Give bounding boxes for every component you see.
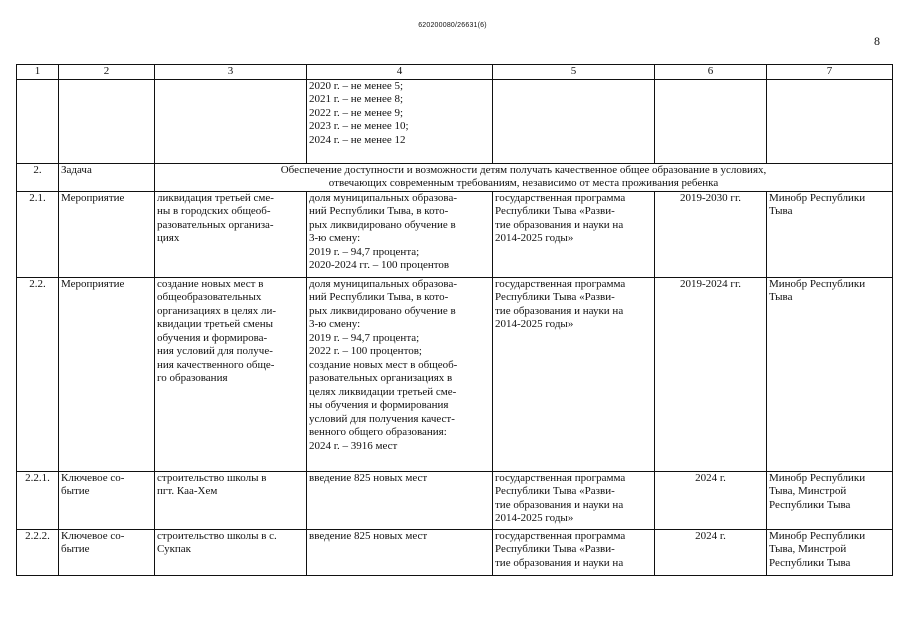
- task-description: [155, 163, 893, 191]
- cell-line: доля муниципальных образова-: [309, 191, 458, 204]
- cell-line: Минобр Республики: [769, 191, 866, 204]
- responsible: [767, 277, 893, 471]
- row-kind: [59, 277, 155, 471]
- cell-line: Республики Тыва «Разви-: [495, 291, 615, 303]
- cell-line: Республики Тыва «Разви-: [495, 205, 615, 217]
- cell-line: Тыва: [769, 205, 793, 217]
- column-number: 7: [767, 65, 893, 80]
- table-row: [17, 277, 893, 471]
- row-number: 2.2.: [17, 277, 59, 471]
- column-number: 6: [655, 65, 767, 80]
- activity-name: [155, 529, 307, 575]
- cell-line: го образования: [157, 372, 228, 384]
- cell-line: государственная программа: [495, 191, 626, 204]
- cell-line: ны в городских общеоб-: [157, 205, 271, 217]
- cell-line: ликвидация третьей сме-: [157, 191, 274, 204]
- cell-line: доля муниципальных образова-: [309, 277, 458, 290]
- page-number: 8: [874, 34, 880, 48]
- column-number: 2: [59, 65, 155, 80]
- cell-line: тие образования и науки на: [495, 556, 624, 569]
- cell-line: 2024 г. – 3916 мест: [309, 439, 398, 452]
- cell-line: 2014-2025 годы»: [495, 232, 574, 244]
- cell-line: государственная программа: [495, 529, 626, 542]
- row-number: 2.2.1.: [17, 471, 59, 529]
- cell-line: ны обучения и формирования: [309, 399, 449, 411]
- program: [493, 277, 655, 471]
- cell-line: строительство школы в с.: [157, 529, 277, 542]
- cell-line: государственная программа: [495, 471, 626, 484]
- cell-line: ния качественного обще-: [157, 358, 275, 371]
- cell-line: ний Республики Тыва, в кото-: [309, 291, 449, 303]
- cell-empty: [17, 79, 59, 163]
- cell-line: Республики Тыва: [769, 556, 851, 569]
- cell-line: целях ликвидации третьей сме-: [309, 385, 457, 398]
- activity-name: [155, 191, 307, 277]
- cell-line: 2023 г. – не менее 10;: [309, 120, 409, 132]
- column-number: 5: [493, 65, 655, 80]
- cell-line: обучения и формирова-: [157, 331, 268, 344]
- cell-empty: [155, 79, 307, 163]
- row-kind: [59, 529, 155, 575]
- cell-line: создание новых мест в: [157, 277, 264, 290]
- task-number: 2.: [17, 163, 59, 191]
- cell-line: Тыва: [769, 291, 793, 303]
- cell-line: тие образования и науки на: [495, 218, 624, 231]
- cell-line: Тыва, Минстрой: [769, 485, 847, 497]
- cell-empty: [655, 79, 767, 163]
- indicator: [307, 277, 493, 471]
- cell-line: ния условий для получе-: [157, 345, 273, 357]
- cell-line: рых ликвидировано обучение в: [309, 304, 456, 317]
- row-number: 2.2.2.: [17, 529, 59, 575]
- indicator: [307, 191, 493, 277]
- activity-name: [155, 471, 307, 529]
- responsible: [767, 471, 893, 529]
- cell-line: Минобр Республики: [769, 471, 866, 484]
- task-row: [17, 163, 893, 191]
- task-kind: Задача: [59, 163, 155, 191]
- cell-line: 2021 г. – не менее 8;: [309, 93, 404, 105]
- cell-line: 2022 г. – не менее 9;: [309, 106, 404, 119]
- column-number-row: [17, 65, 893, 80]
- cell-line: 3-ю смену:: [309, 318, 361, 330]
- activities-table: [16, 64, 893, 576]
- document-id: 620200080/26631(6): [418, 22, 487, 29]
- program: [493, 471, 655, 529]
- cell-line: 2019 г. – 94,7 процента;: [309, 245, 420, 258]
- cell-line: бытие: [61, 543, 90, 555]
- cell-line: пгт. Каа-Хем: [157, 485, 218, 497]
- cell-line: 2022 г. – 100 процентов;: [309, 345, 422, 357]
- continuation-row: [17, 79, 893, 163]
- cell-line: рых ликвидировано обучение в: [309, 218, 456, 231]
- cell-line: 2024 г. – не менее 12: [309, 133, 406, 146]
- cell-line: 2019 г. – 94,7 процента;: [309, 331, 420, 344]
- cell-line: 2014-2025 годы»: [495, 318, 574, 330]
- column-number: 1: [17, 65, 59, 80]
- cell-line: 2020 г. – не менее 5;: [309, 79, 404, 92]
- cell-line: создание новых мест в общеоб-: [309, 358, 458, 371]
- column-number: 3: [155, 65, 307, 80]
- cell-line: квидации третьей смены: [157, 318, 273, 330]
- cell-line: венного общего образования:: [309, 426, 447, 438]
- cell-line: Ключевое со-: [61, 529, 125, 542]
- cell-line: 3-ю смену:: [309, 232, 361, 244]
- cell-line: тие образования и науки на: [495, 304, 624, 317]
- cell-line: 2014-2025 годы»: [495, 512, 574, 524]
- period: 2019-2030 гг.: [655, 191, 767, 277]
- cell-line: введение 825 новых мест: [309, 529, 428, 542]
- table-row: [17, 529, 893, 575]
- row-kind: [59, 471, 155, 529]
- cell-line: Ключевое со-: [61, 471, 125, 484]
- program: [493, 529, 655, 575]
- cell-line: разовательных организа-: [157, 218, 274, 231]
- row-number: 2.1.: [17, 191, 59, 277]
- cell-empty: [493, 79, 655, 163]
- cell-line: государственная программа: [495, 277, 626, 290]
- cell-line: введение 825 новых мест: [309, 471, 428, 484]
- cell-line: разовательных организациях в: [309, 372, 453, 384]
- cell-line: 2020-2024 гг. – 100 процентов: [309, 259, 450, 271]
- period: 2024 г.: [655, 529, 767, 575]
- cell-line: Сукпак: [157, 543, 192, 555]
- cell-line: Республики Тыва: [769, 498, 851, 511]
- column-number: 4: [307, 65, 493, 80]
- cell-line: организациях в целях ли-: [157, 304, 277, 317]
- row-kind: [59, 191, 155, 277]
- cell-empty: [59, 79, 155, 163]
- cell-line: условий для получения качест-: [309, 412, 455, 425]
- cell-line: Минобр Республики: [769, 277, 866, 290]
- table-row: [17, 471, 893, 529]
- indicator: [307, 529, 493, 575]
- cell-empty: [767, 79, 893, 163]
- cell-line: строительство школы в: [157, 471, 267, 484]
- cell-line: Минобр Республики: [769, 529, 866, 542]
- continuation-indicator-cell: [307, 79, 493, 163]
- cell-line: ний Республики Тыва, в кото-: [309, 205, 449, 217]
- indicator: [307, 471, 493, 529]
- responsible: [767, 191, 893, 277]
- cell-line: отвечающих современным требованиям, независимо от места проживания ребенка: [328, 177, 719, 189]
- cell-line: Республики Тыва «Разви-: [495, 543, 615, 555]
- period: 2024 г.: [655, 471, 767, 529]
- cell-line: Республики Тыва «Разви-: [495, 485, 615, 497]
- period: 2019-2024 гг.: [655, 277, 767, 471]
- program: [493, 191, 655, 277]
- cell-line: Мероприятие: [61, 191, 125, 204]
- cell-line: тие образования и науки на: [495, 498, 624, 511]
- cell-line: Обеспечение доступности и возможности детям получать качественное общее образование в условиях,: [280, 163, 767, 176]
- cell-line: бытие: [61, 485, 90, 497]
- cell-line: общеобразовательных: [157, 291, 262, 303]
- table-row: [17, 191, 893, 277]
- responsible: [767, 529, 893, 575]
- activity-name: [155, 277, 307, 471]
- cell-line: циях: [157, 232, 180, 244]
- cell-line: Тыва, Минстрой: [769, 543, 847, 555]
- cell-line: Мероприятие: [61, 277, 125, 290]
